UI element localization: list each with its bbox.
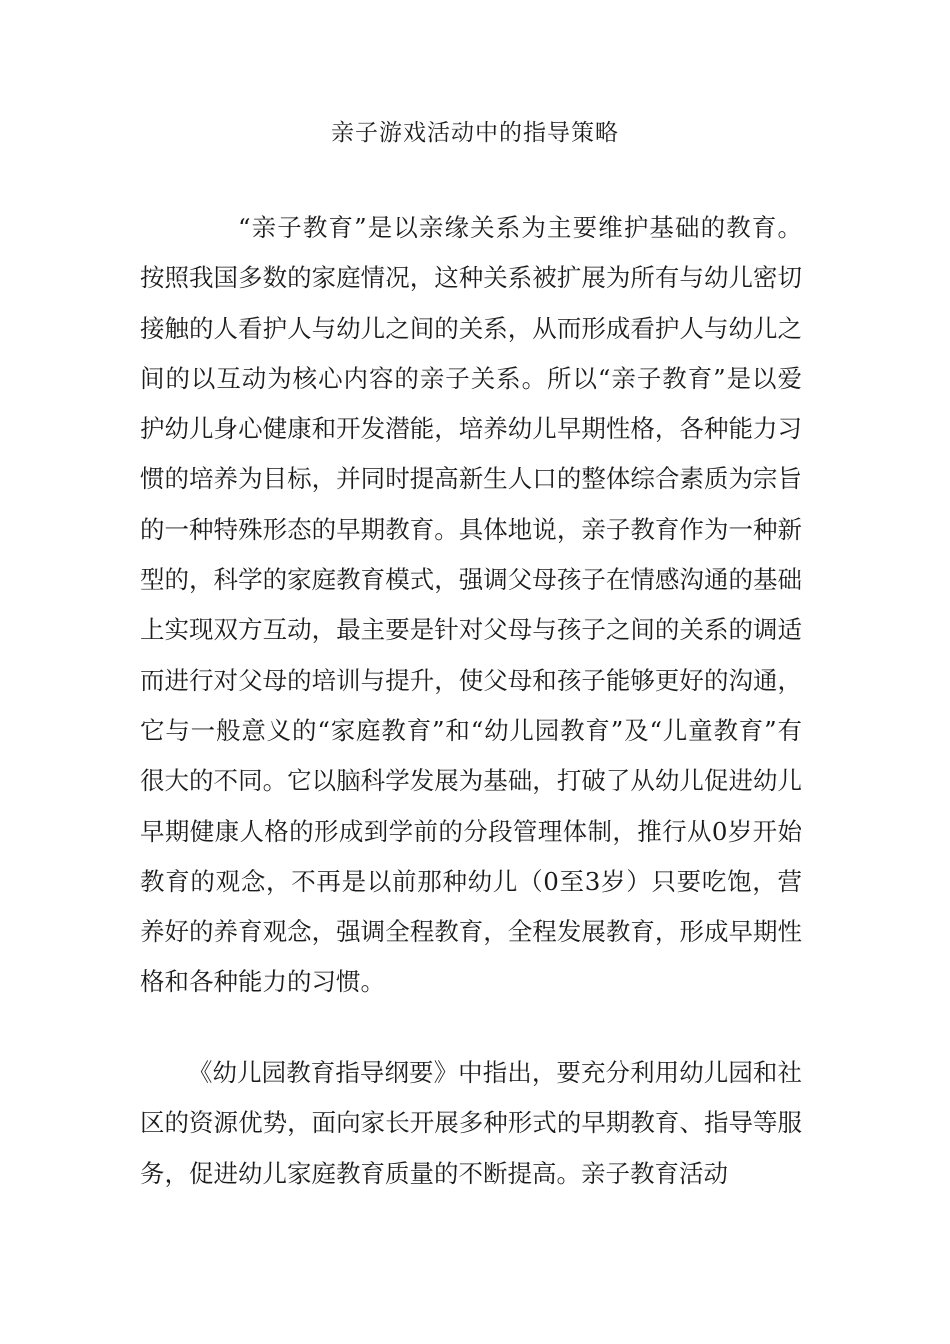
body-paragraph-2: 《幼儿园教育指导纲要》中指出，要充分利用幼儿园和社区的资源优势，面向家长开展多种形式的早期教育、指导等服务，促进幼儿家庭教育质量的不断提高。亲子教育活动 [140,1058,802,1188]
document-title: 亲子游戏活动中的指导策略 [331,120,619,146]
body-paragraph-1: “亲子教育”是以亲缘关系为主要维护基础的教育。按照我国多数的家庭情况，这种关系被扩展为所有与幼儿密切接触的人看护人与幼儿之间的关系，从而形成看护人与幼儿之间的以互动为核心内容的亲子关系。所以“亲子教育”是以爱护幼儿身心健康和开发潜能，培养幼儿早期性格，各种能力习惯的培养为目标，并同时提高新生人口的整体综合素质为宗旨的一种特殊形态的早期教育。具体地说，亲子教育作为一种新型的，科学的家庭教育模式，强调父母孩子在情感沟通的基础上实现双方互动，最主要是针对父母与孩子之间的关系的调适而进行对父母的培训与提升，使父母和孩子能够更好的沟通，它与一般意义的“家庭教育”和“幼儿园教育”及“儿童教育”有很大的不同。它以脑科学发展为基础，打破了从幼儿促进幼儿早期健康人格的形成到学前的分段管理体制，推行从0岁开始教育的观念，不再是以前那种幼儿（0至3岁）只要吃饱，营养好的养育观念，强调全程教育，全程发展教育，形成早期性格和各种能力的习惯。 [140,213,802,997]
